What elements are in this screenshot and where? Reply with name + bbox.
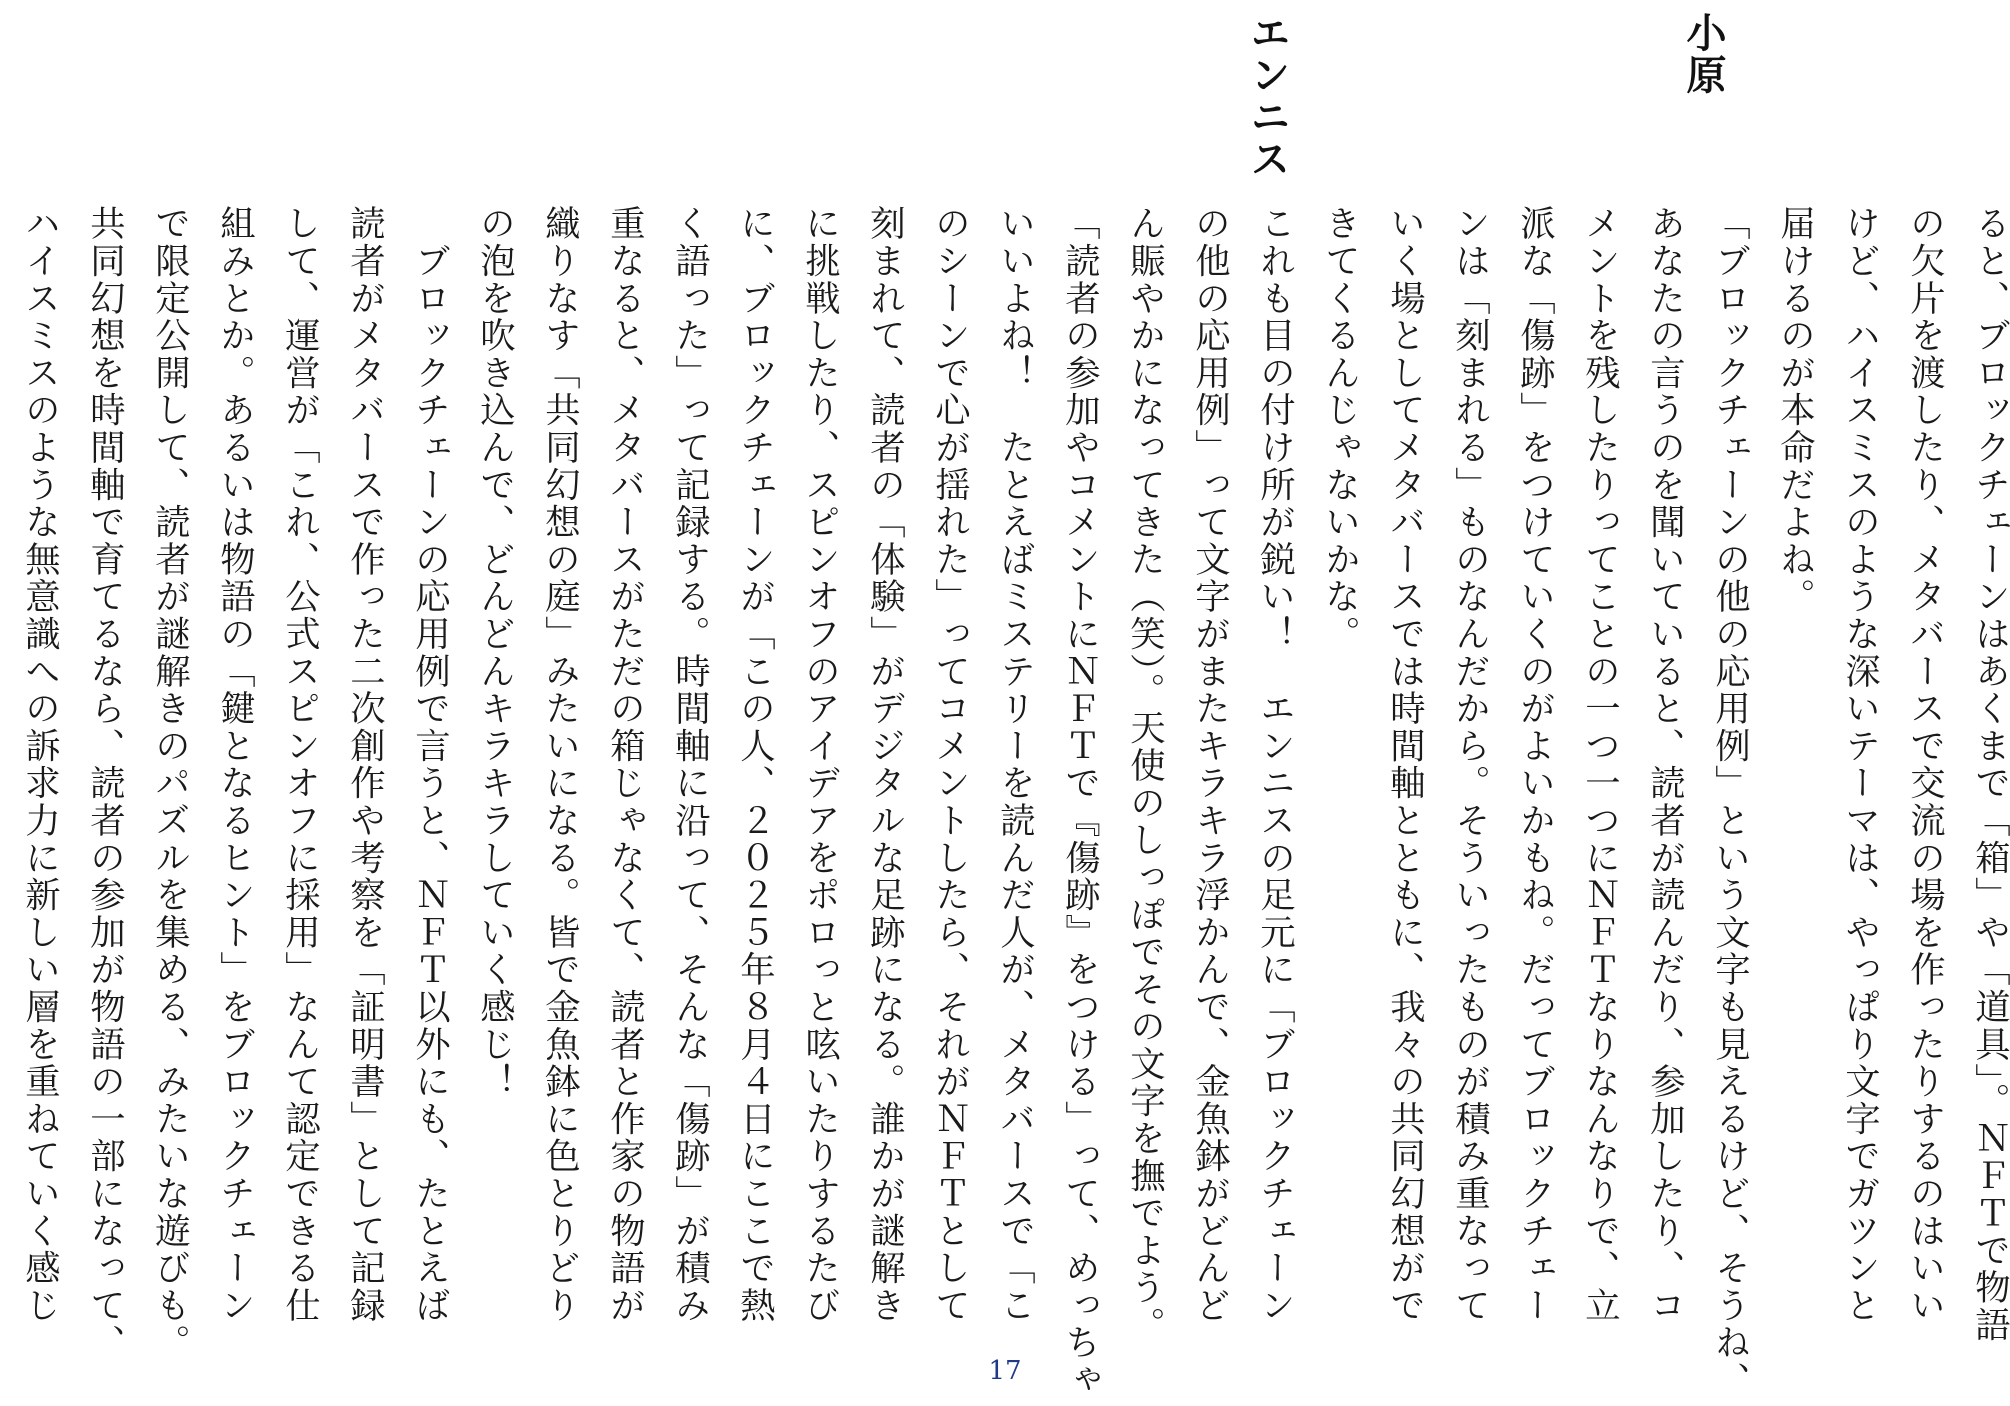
text-column: に挑戦したり、スピンオフのアイデアをポロっと呟いたりするたび bbox=[799, 205, 841, 1324]
text-column: 「ブロックチェーンの他の応用例」という文字も見えるけど、そうね、 bbox=[1709, 205, 1751, 1399]
text-column: いく場としてメタバースでは時間軸とともに、我々の共同幻想がで bbox=[1384, 205, 1426, 1324]
text-column: く語った」って記録する。時間軸に沿って、そんな「傷跡」が積み bbox=[669, 205, 711, 1324]
text-column: ンは「刻まれる」ものなんだから。そういったものが積み重なって bbox=[1449, 205, 1491, 1324]
text-column: 派な「傷跡」をつけていくのがよいかもね。だってブロックチェー bbox=[1514, 205, 1556, 1324]
speaker-name-ohara: 小原 bbox=[1680, 12, 1726, 96]
text-column: きてくるんじゃないかな。 bbox=[1319, 205, 1361, 653]
text-column: いいよね！ たとえばミステリーを読んだ人が、メタバースで「こ bbox=[994, 205, 1036, 1324]
text-column: 重なると、メタバースがただの箱じゃなくて、読者と作家の物語が bbox=[604, 205, 646, 1324]
text-column: ハイスミスのような無意識への訴求力に新しい層を重ねていく感じ bbox=[19, 205, 61, 1324]
text-column: で限定公開して、読者が謎解きのパズルを集める、みたいな遊びも。 bbox=[149, 205, 191, 1362]
page-number: 17 bbox=[988, 1356, 1022, 1386]
text-column: の他の応用例」って文字がまたキラキラ浮かんで、金魚鉢がどんど bbox=[1189, 205, 1231, 1324]
text-column: 組みとか。あるいは物語の「鍵となるヒント」をブロックチェーン bbox=[214, 205, 256, 1324]
text-column: 共同幻想を時間軸で育てるなら、読者の参加が物語の一部になって、 bbox=[84, 205, 126, 1362]
text-column: 刻まれて、読者の「体験」がデジタルな足跡になる。誰かが謎解き bbox=[864, 205, 906, 1324]
text-column: の泡を吹き込んで、どんどんキラキラしていく感じ！ bbox=[474, 205, 516, 1101]
text-column: けど、ハイスミスのような深いテーマは、やっぱり文字でガツンと bbox=[1839, 205, 1881, 1324]
text-column: あなたの言うのを聞いていると、読者が読んだり、参加したり、コ bbox=[1644, 205, 1686, 1324]
text-column: ん賑やかになってきた（笑）。天使のしっぽでその文字を撫でよう。 bbox=[1124, 205, 1166, 1344]
text-column: 「読者の参加やコメントにＮＦＴで『傷跡』をつける」って、めっちゃ bbox=[1059, 205, 1101, 1399]
text-column: メントを残したりってことの一つ一つにＮＦＴなりなんなりで、立 bbox=[1579, 205, 1621, 1324]
text-column: ブロックチェーンの応用例で言うと、ＮＦＴ以外にも、たとえば bbox=[409, 205, 451, 1324]
text-column: の欠片を渡したり、メタバースで交流の場を作ったりするのはいい bbox=[1904, 205, 1946, 1324]
text-column: して、運営が「これ、公式スピンオフに採用」なんて認定できる仕 bbox=[279, 205, 321, 1324]
speaker-name-ennis: エンニス bbox=[1244, 12, 1290, 180]
text-column: これも目の付け所が鋭い！ エンニスの足元に「ブロックチェーン bbox=[1254, 205, 1296, 1324]
text-column: のシーンで心が揺れた」ってコメントしたら、それがＮＦＴとして bbox=[929, 205, 971, 1324]
text-column: 読者がメタバースで作った二次創作や考察を「証明書」として記録 bbox=[344, 205, 386, 1324]
text-column: に、ブロックチェーンが「この人、２０２５年８月４日にここで熱 bbox=[734, 205, 776, 1324]
text-column: 届けるのが本命だよね。 bbox=[1774, 205, 1816, 616]
text-column: ると、ブロックチェーンはあくまで「箱」や「道具」。ＮＦＴで物語 bbox=[1969, 205, 2010, 1344]
text-column: 織りなす「共同幻想の庭」みたいになる。皆で金魚鉢に色とりどり bbox=[539, 205, 581, 1324]
